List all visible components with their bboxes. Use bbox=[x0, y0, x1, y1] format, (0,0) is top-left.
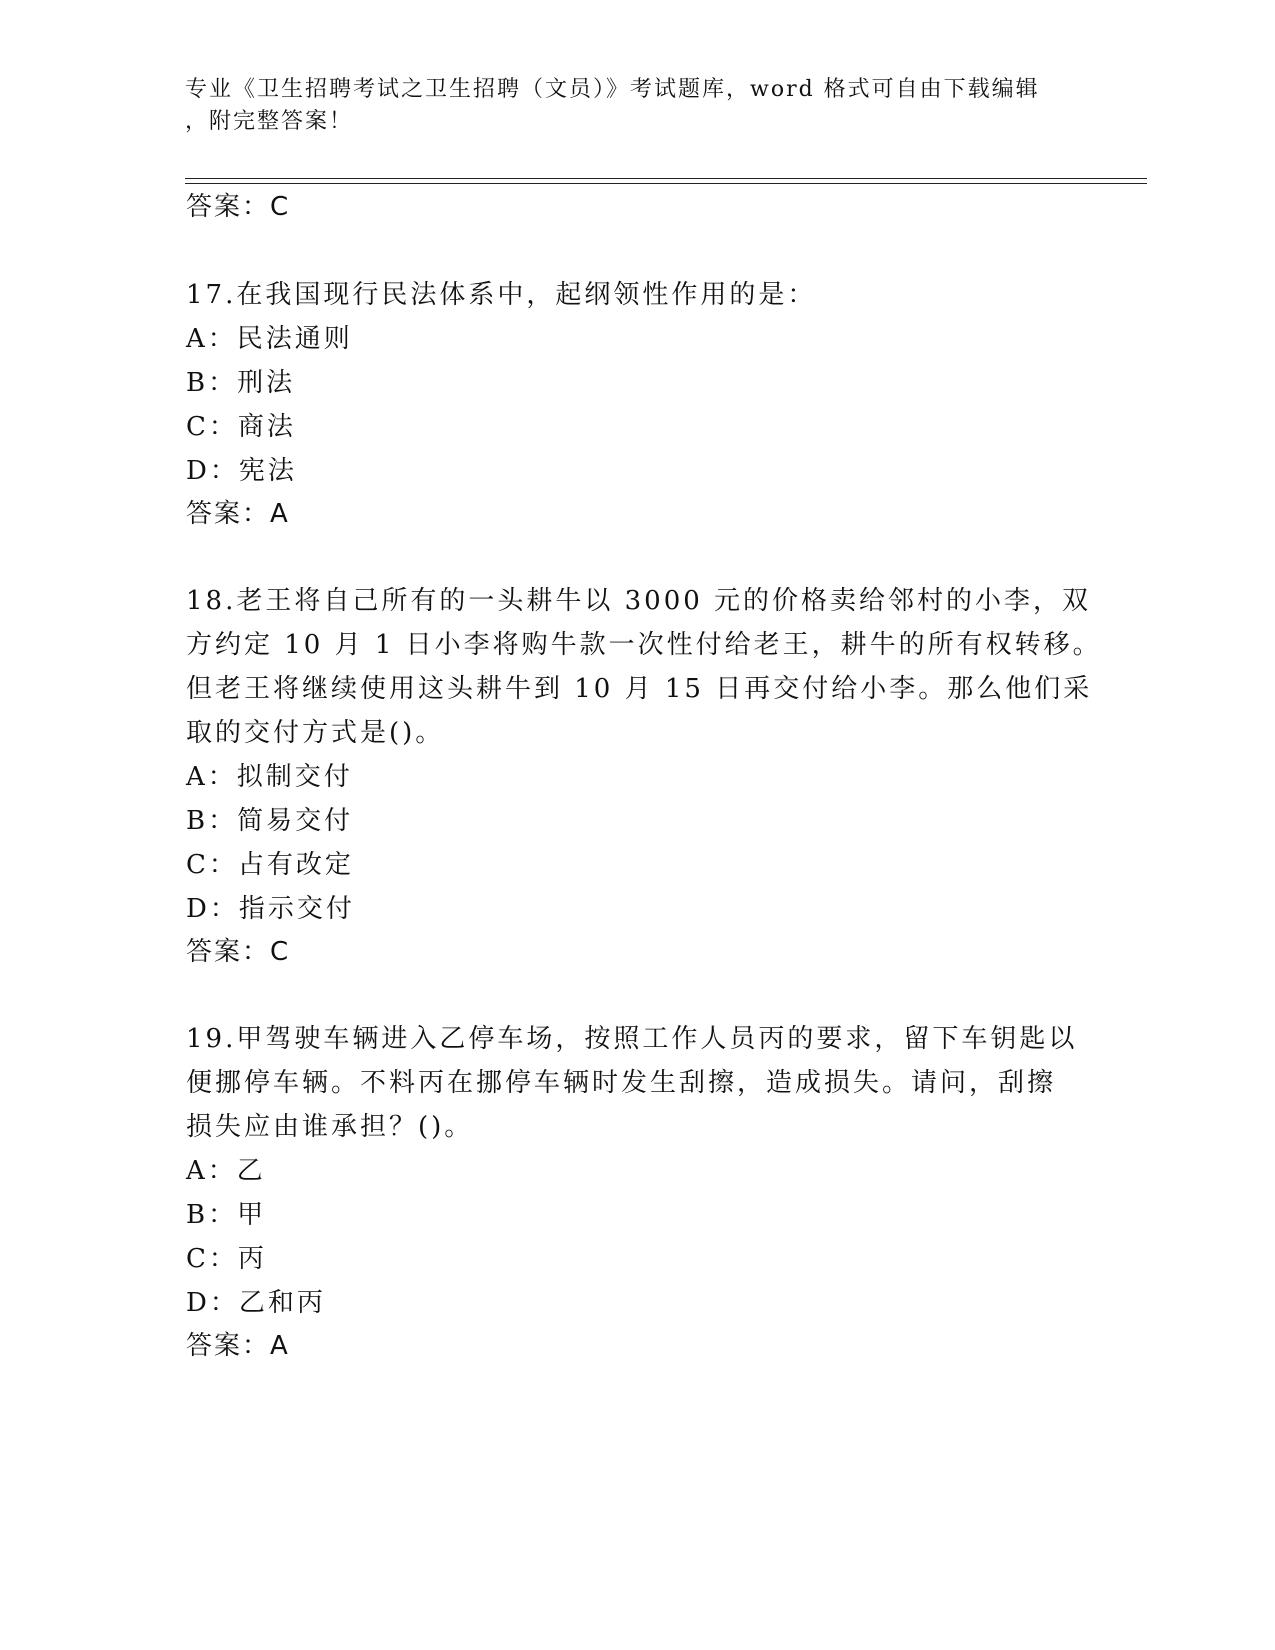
question-18-option-a: A：拟制交付 bbox=[186, 762, 353, 792]
question-17-stem: 17.在我国现行民法体系中，起纲领性作用的是： bbox=[186, 280, 817, 310]
question-18-option-c: C：占有改定 bbox=[186, 850, 354, 880]
question-18-option-d: D：指示交付 bbox=[186, 894, 355, 924]
header-line-2: ，附完整答案！ bbox=[185, 109, 354, 134]
question-18-stem-line-4: 取的交付方式是()。 bbox=[186, 718, 445, 748]
question-19-option-a: A：乙 bbox=[186, 1156, 266, 1186]
question-19-option-c: C：丙 bbox=[186, 1244, 267, 1274]
question-19-option-b: B：甲 bbox=[186, 1200, 267, 1230]
question-19-option-d: D：乙和丙 bbox=[186, 1288, 326, 1318]
question-18-stem-line-3: 但老王将继续使用这头耕牛到 10 月 15 日再交付给小李。那么他们采 bbox=[186, 674, 1093, 704]
question-19-stem-line-3: 损失应由谁承担？()。 bbox=[186, 1112, 474, 1142]
question-17-option-a: A：民法通则 bbox=[186, 324, 353, 354]
header-rule-bottom bbox=[185, 183, 1147, 184]
question-17-option-c: C：商法 bbox=[186, 412, 296, 442]
question-17-option-d: D：宪法 bbox=[186, 456, 297, 486]
question-18-option-b: B：简易交付 bbox=[186, 806, 354, 836]
answer-17: 答案：A bbox=[186, 499, 290, 529]
question-18-stem-line-2: 方约定 10 月 1 日小李将购牛款一次性付给老王，耕牛的所有权转移。 bbox=[186, 630, 1102, 660]
question-18-stem-line-1: 18.老王将自己所有的一头耕牛以 3000 元的价格卖给邻村的小李，双 bbox=[186, 586, 1092, 616]
document-header bbox=[185, 74, 1085, 138]
question-19-stem-line-1: 19.甲驾驶车辆进入乙停车场，按照工作人员丙的要求，留下车钥匙以 bbox=[186, 1024, 1078, 1054]
question-17-option-b: B：刑法 bbox=[186, 368, 296, 398]
header-line-1: 专业《卫生招聘考试之卫生招聘（文员）》考试题库，word 格式可自由下载编辑 bbox=[185, 77, 1040, 102]
answer-16: 答案：C bbox=[186, 192, 291, 222]
header-rule-top bbox=[185, 178, 1147, 179]
answer-18: 答案：C bbox=[186, 937, 291, 967]
answer-19: 答案：A bbox=[186, 1331, 290, 1361]
question-19-stem-line-2: 便挪停车辆。不料丙在挪停车辆时发生刮擦，造成损失。请问，刮擦 bbox=[186, 1068, 1057, 1098]
